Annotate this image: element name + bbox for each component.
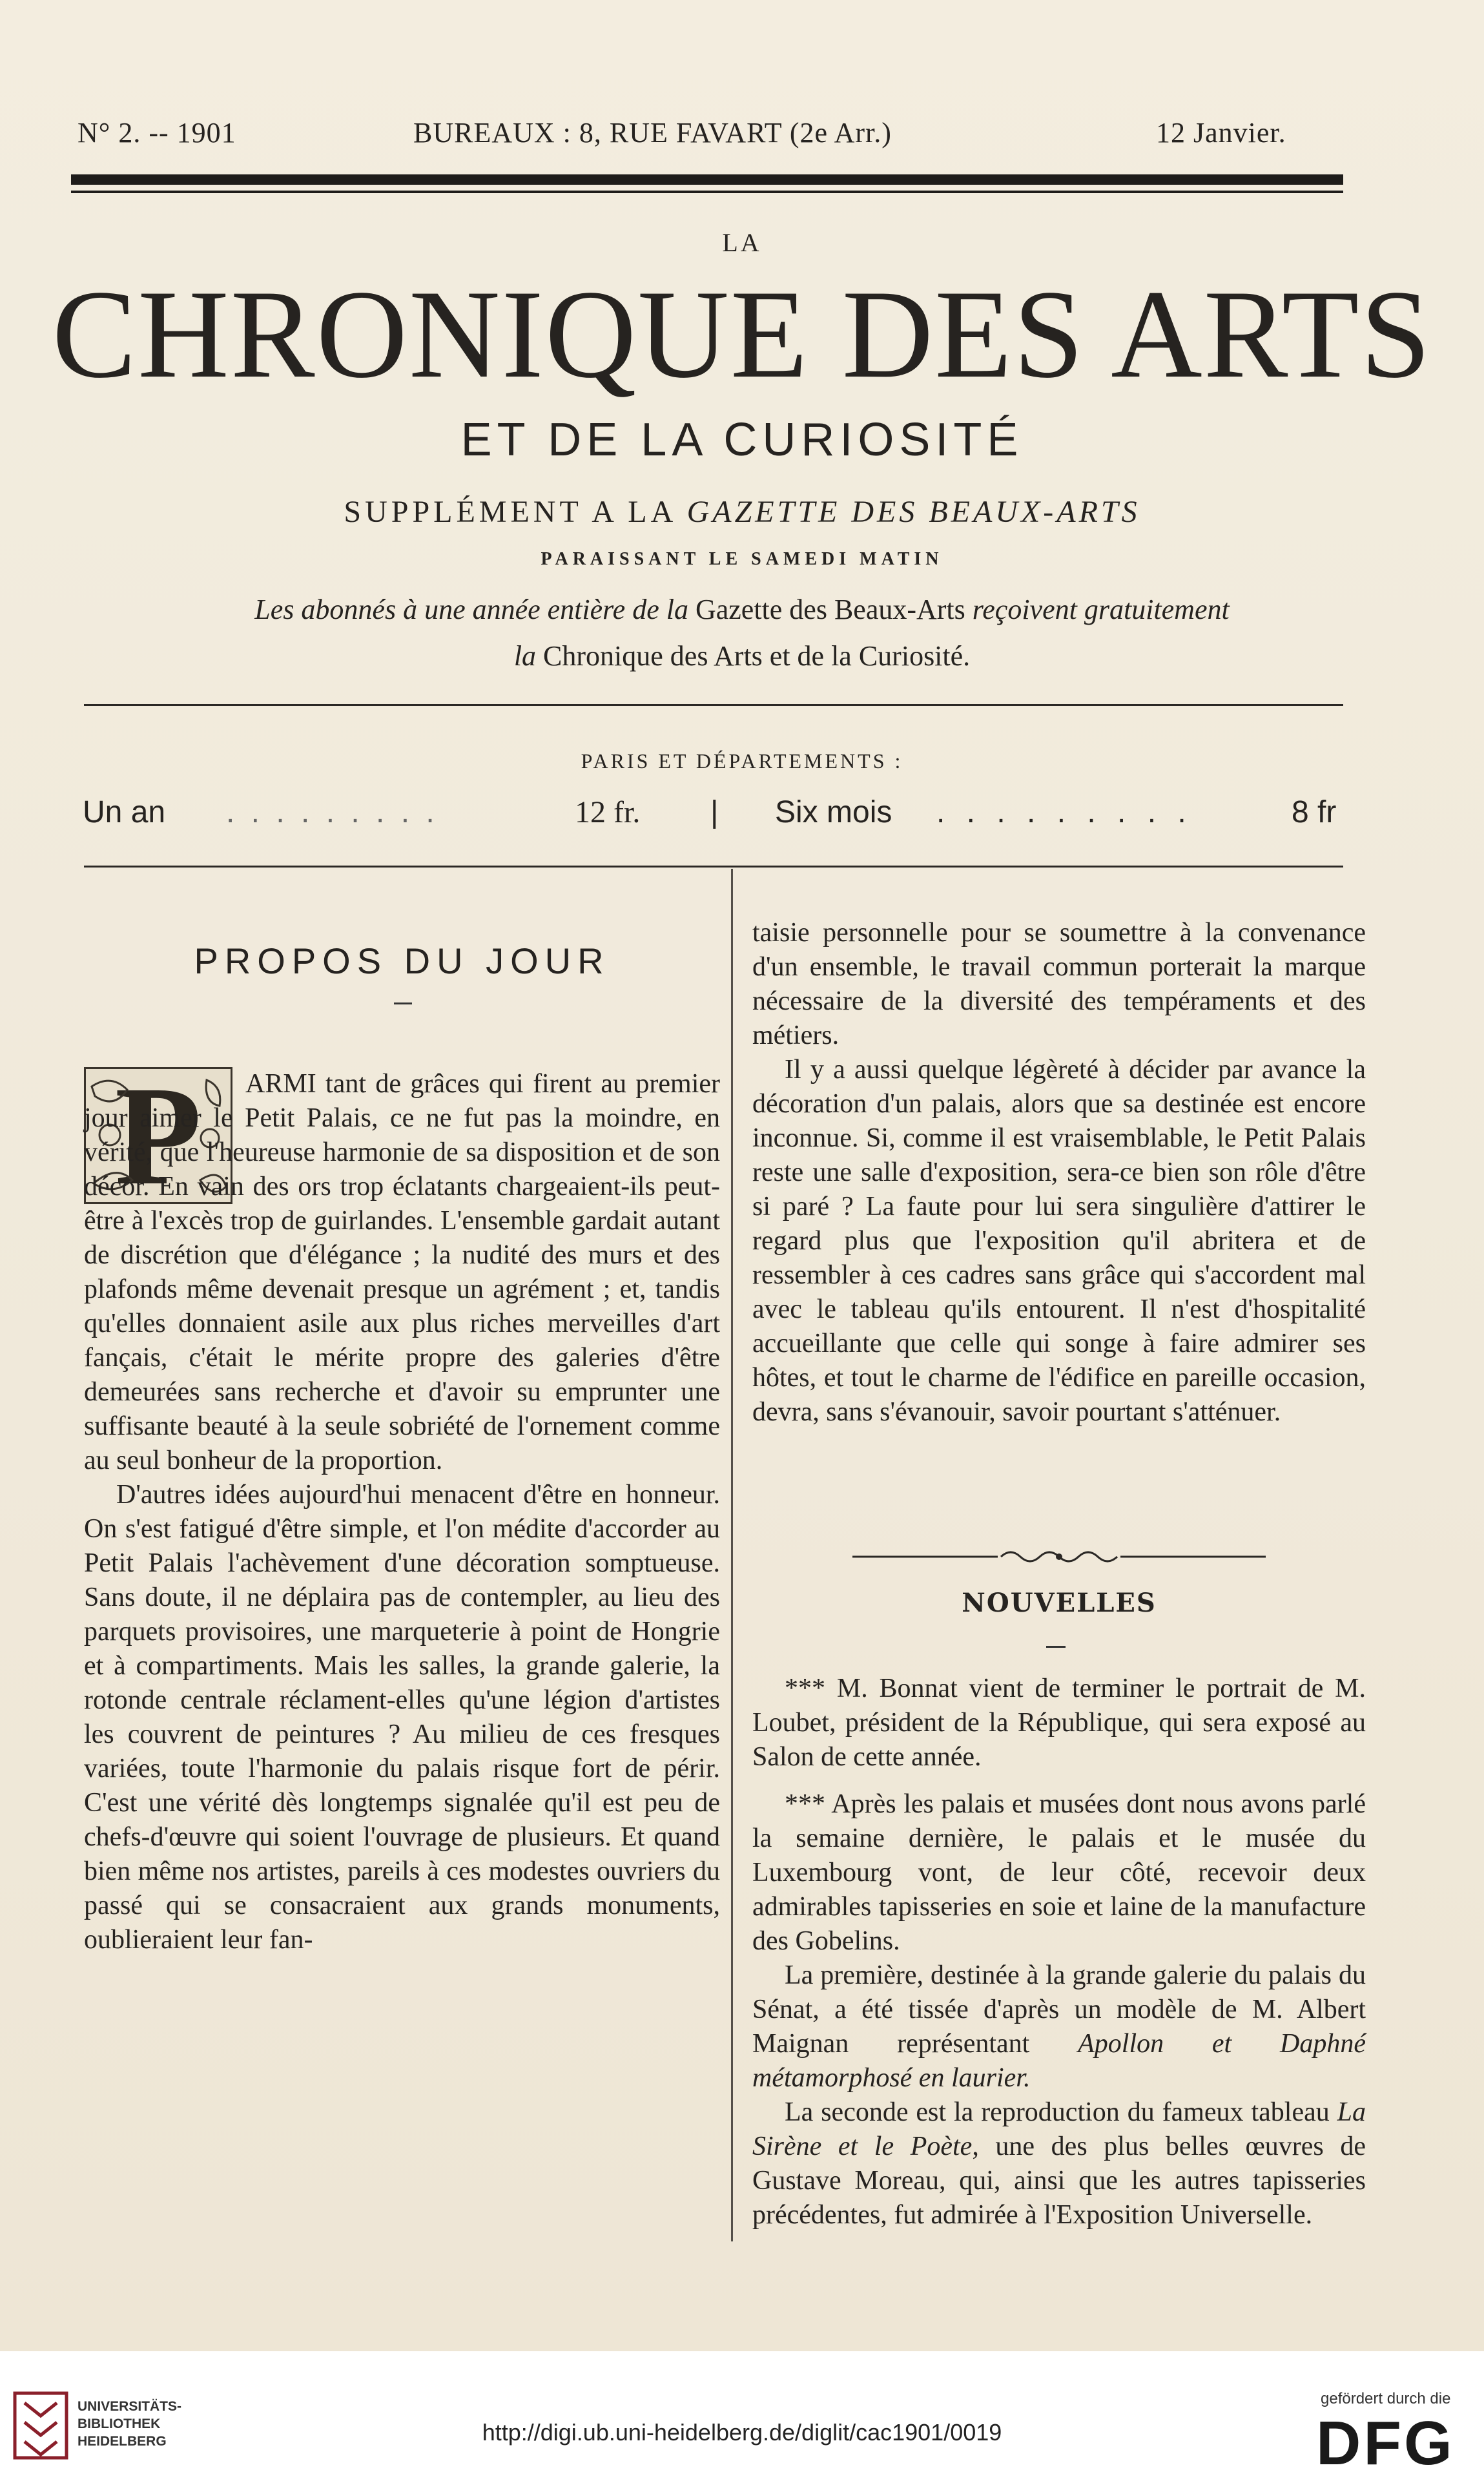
news-item-second-text-a: La seconde est la reproduction du fameux tableau	[785, 2097, 1337, 2127]
divider-columns	[84, 866, 1343, 867]
subscriber-note-1b: Gazette des Beaux-Arts	[695, 594, 965, 625]
subscription-header: PARIS ET DÉPARTEMENTS :	[581, 749, 903, 773]
subscriber-note-1a: Les abonnés à une année entière de la	[254, 594, 696, 625]
library-line-2: BIBLIOTHEK	[77, 2416, 161, 2431]
nouvelles-dash	[1046, 1646, 1066, 1648]
publication-schedule: PARAISSANT LE SAMEDI MATIN	[541, 549, 943, 569]
news-item-first-title: Apollon et Daphné métamorphosé en laurier.	[752, 2029, 1366, 2093]
news-item-tapestries	[752, 1787, 1366, 1958]
library-line-3: HEIDELBERG	[77, 2434, 167, 2449]
news-item-bonnat	[752, 1672, 1366, 1774]
price-separator: |	[710, 795, 719, 829]
funding-note: gefördert durch die	[1321, 2390, 1451, 2407]
nouvelles-heading: NOUVELLES	[962, 1588, 1157, 1618]
journal-subtitle: ET DE LA CURIOSITÉ	[460, 414, 1024, 466]
masthead-rule-thick	[71, 174, 1343, 185]
news-item-second-tapestry	[752, 2095, 1366, 2232]
price-six-months-value: 8 fr	[1292, 795, 1337, 829]
news-item-second-title: La Sirène et le Poète	[752, 2097, 1366, 2161]
propos-column-left	[84, 1057, 720, 1957]
propos-dash	[394, 1003, 412, 1004]
subscription-prices	[77, 795, 1343, 833]
title-article: LA	[722, 228, 762, 257]
issue-date: 12 Janvier.	[1156, 117, 1286, 149]
price-year-dots: . . . . . . . . .	[226, 795, 438, 829]
section-ornament	[852, 1544, 1266, 1570]
subscriber-note-1c: reçoivent gratuitement	[965, 594, 1230, 625]
propos-lead-word: ARMI	[245, 1069, 316, 1099]
news-item-first-tapestry	[752, 1958, 1366, 2095]
price-year-label: Un an	[83, 795, 166, 829]
digitization-url[interactable]: http://digi.ub.uni-heidelberg.de/diglit/cac1901/0019	[482, 2419, 1002, 2446]
propos-paragraph-1-text: tant de grâces qui firent au premier jour aimer le Petit Palais, ce ne fut pas la moindre, en vérité, que l'heureuse harmonie de sa disposition et de son décor. En vain des ors trop éclatants chargeaient-ils peut-être à l'excès trop de guirlandes. L'ensemble gardait autant de discrétion que d'élégance ; la nudité des murs et des plafonds même devenait presque un agrément ; et, tandis qu'elles donnaient asile aux plus riches merveilles d'art fançais, c'était le mérite propre des galeries d'être demeurées sans recherche et d'avoir su emprunter une suffisante beauté à la seule sobriété de l'ornement comme au seul bonheur de la proportion.	[84, 1069, 720, 1475]
dropcap-letter: P	[114, 1057, 202, 1214]
divider-top	[84, 704, 1343, 706]
propos-heading: PROPOS DU JOUR	[194, 940, 610, 981]
library-line-1: UNIVERSITÄTS-	[77, 2399, 182, 2414]
asterism-1: ***	[785, 1674, 837, 1703]
subscriber-note-2a: la	[513, 640, 544, 672]
propos-paragraph-1	[84, 1057, 720, 1478]
journal-title: CHRONIQUE DES ARTS	[52, 264, 1432, 404]
subscriber-note-line2	[0, 639, 1484, 672]
propos-paragraph-2-continued: taisie personnelle pour se soumettre à la convenance d'un ensemble, le travail commun porterait la marque nécessaire de la diversité des tempéraments et des métiers.	[752, 918, 1366, 1050]
news-item-second-text-b: , une des plus belles œuvres de Gustave Moreau, qui, ainsi que les autres tapisseries précédentes, fut admirée à l'Exposition Universelle.	[752, 2132, 1366, 2230]
masthead-rule-thin	[71, 191, 1343, 193]
asterism-2: ***	[785, 1789, 832, 1819]
news-item-tapestries-text: Après les palais et musées dont nous avons parlé la semaine dernière, le palais et le musée du Luxembourg vont, de leur côté, recevoir deux admirables tapisseries en soie et laine de la manufacture des Gobelins.	[752, 1789, 1366, 1956]
nouvelles-column	[752, 1672, 1366, 2232]
price-six-months-label: Six mois	[775, 795, 892, 829]
price-six-months-dots: . . . . . . . . .	[936, 795, 1193, 829]
subscriber-note-2b: Chronique des Arts et de la Curiosité.	[543, 640, 971, 672]
footer-bar	[0, 2351, 1484, 2483]
bureaux-address: BUREAUX : 8, RUE FAVART (2e Arr.)	[413, 117, 892, 149]
subscriber-note-line1	[0, 593, 1484, 626]
column-rule	[731, 869, 733, 2241]
supplement-prefix: SUPPLÉMENT A LA	[344, 495, 687, 529]
supplement-gazette: GAZETTE DES BEAUX-ARTS	[686, 495, 1140, 529]
propos-paragraph-2: D'autres idées aujourd'hui menacent d'être en honneur. On s'est fatigué d'être simple, et l'on médite d'accorder au Petit Palais l'achèvement d'une décoration somptueuse. Sans doute, il ne déplaira pas de contempler, au lieu des parquets provisoires, une marqueterie à point de Hongrie et à compartiments. Mais les salles, la grande galerie, la rotonde centrale réclament-elles qu'une légion d'artistes les couvrent de peintures ? Au milieu de ces fresques variées, toute l'harmonie du palais risque fort de périr. C'est une vérité dès longtemps signalée qu'il est peu de chefs-d'œuvre qui soient l'ouvrage de plusieurs. Et quand bien même nos artistes, pareils à ces modestes ouvriers du passé qui se consacraient aux grands monuments, oublieraient leur fan-	[84, 1480, 720, 1955]
propos-paragraph-3: Il y a aussi quelque légèreté à décider par avance la décoration d'un palais, alors que sa destinée est encore inconnue. Si, comme il est vraisemblable, le Petit Palais reste une salle d'exposition, sera-ce bien son rôle d'être si paré ? La faute pour lui sera singulière d'attirer le regard plus que l'exposition qu'il abritera et de ressembler à ces cadres sans grâce qui s'accordent mal avec le tableau qu'ils entourent. Il n'est d'hospitalité accueillante que celle qui songe à faire admirer ses hôtes, et tout le charme de l'édifice en pareille occasion, devra, sans s'évanouir, savoir pourtant s'atténuer.	[752, 1055, 1366, 1427]
news-item-first-text: La première, destinée à la grande galerie du palais du Sénat, a été tissée d'après un modèle de M. Albert Maignan représentant	[752, 1960, 1366, 2059]
dfg-logo: DFG	[1316, 2409, 1455, 2478]
price-year-value: 12 fr.	[575, 795, 641, 829]
issue-number: N° 2. -- 1901	[77, 117, 236, 149]
supplement-line	[0, 494, 1484, 530]
news-item-bonnat-text: M. Bonnat vient de terminer le portrait de M. Loubet, président de la République, qui sera exposé au Salon de cette année.	[752, 1674, 1366, 1772]
propos-column-right	[752, 916, 1366, 1429]
